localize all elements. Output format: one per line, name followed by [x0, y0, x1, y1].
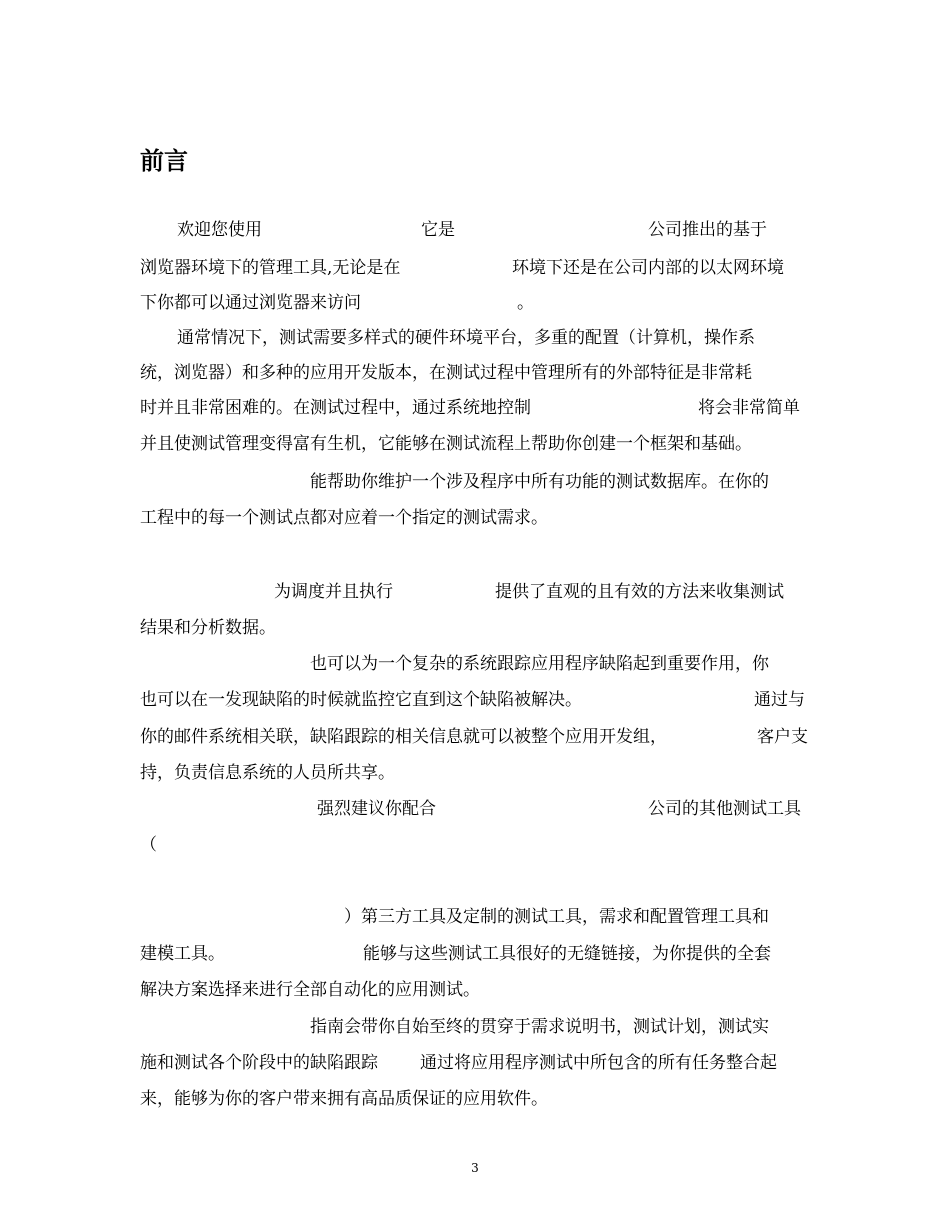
- text-fragment: 提供了直观的且有效的方法来收集测试: [495, 582, 784, 602]
- text-fragment: 它是: [421, 220, 455, 240]
- text-line: [0, 396, 950, 420]
- text-fragment: 浏览器环境下的管理工具,无论是在: [140, 258, 401, 278]
- text-line: [0, 291, 950, 315]
- text-fragment: 也可以为一个复杂的系统跟踪应用程序缺陷起到重要作用，你: [310, 654, 769, 674]
- text-fragment: 下你都可以通过浏览器来访问: [140, 293, 361, 313]
- text-line: [0, 326, 950, 350]
- text-line: [0, 905, 950, 929]
- text-fragment: 来，能够为你的客户带来拥有高品质保证的应用软件。: [140, 1089, 548, 1109]
- text-fragment: 欢迎您使用: [177, 220, 262, 240]
- text-fragment: 公司推出的基于: [648, 220, 767, 240]
- page-heading: 前言: [140, 147, 188, 175]
- text-fragment: 通常情况下，测试需要多样式的硬件环境平台，多重的配置（计算机，操作系: [177, 328, 755, 348]
- text-line: [0, 797, 950, 821]
- text-line: [0, 652, 950, 676]
- text-line: [0, 833, 950, 857]
- text-fragment: 能够与这些测试工具很好的无缝链接，为你提供的全套: [363, 944, 771, 964]
- text-fragment: （: [140, 835, 157, 855]
- text-fragment: 你的邮件系统相关联，缺陷跟踪的相关信息就可以被整个应用开发组，: [140, 727, 667, 747]
- text-fragment: 统，浏览器）和多种的应用开发版本，在测试过程中管理所有的外部特征是非常耗: [140, 363, 752, 383]
- text-line: [0, 432, 950, 456]
- text-fragment: 结果和分析数据。: [140, 618, 276, 638]
- text-fragment: 环境下还是在公司内部的以太网环境: [512, 258, 784, 278]
- text-line: [0, 616, 950, 640]
- page-number: 3: [471, 1161, 479, 1175]
- text-line: [0, 506, 950, 530]
- text-fragment: 持，负责信息系统的人员所共享。: [140, 763, 395, 783]
- text-fragment: 。: [517, 293, 534, 313]
- text-fragment: 通过与: [754, 690, 805, 710]
- text-line: [0, 361, 950, 385]
- text-line: [0, 761, 950, 785]
- text-fragment: 解决方案选择来进行全部自动化的应用测试。: [140, 980, 480, 1000]
- text-fragment: 时并且非常困难的。在测试过程中，通过系统地控制: [140, 398, 531, 418]
- text-line: [0, 688, 950, 712]
- text-line: [0, 942, 950, 966]
- text-line: [0, 580, 950, 604]
- text-line: [0, 256, 950, 280]
- text-line: [0, 1015, 950, 1039]
- text-fragment: 也可以在一发现缺陷的时候就监控它直到这个缺陷被解决。: [140, 690, 582, 710]
- text-fragment: 工程中的每一个测试点都对应着一个指定的测试需求。: [140, 508, 548, 528]
- text-fragment: 强烈建议你配合: [317, 799, 436, 819]
- text-fragment: 指南会带你自始至终的贯穿于需求说明书，测试计划，测试实: [310, 1017, 769, 1037]
- text-fragment: 客户支: [757, 727, 808, 747]
- text-fragment: 施和测试各个阶段中的缺陷跟踪: [140, 1053, 378, 1073]
- text-line: [0, 978, 950, 1002]
- text-fragment: 公司的其他测试工具: [648, 799, 801, 819]
- text-line: [0, 725, 950, 749]
- text-line: [0, 218, 950, 242]
- text-fragment: 并且使测试管理变得富有生机，它能够在测试流程上帮助你创建一个框架和基础。: [140, 434, 752, 454]
- text-line: [0, 1087, 950, 1111]
- text-fragment: 将会非常简单: [698, 398, 800, 418]
- text-fragment: 为调度并且执行: [274, 582, 393, 602]
- text-fragment: ）第三方工具及定制的测试工具，需求和配置管理工具和: [344, 907, 769, 927]
- text-fragment: 建模工具。: [140, 944, 225, 964]
- text-fragment: 能帮助你维护一个涉及程序中所有功能的测试数据库。在你的: [310, 472, 769, 492]
- text-fragment: 通过将应用程序测试中所包含的所有任务整合起: [420, 1053, 777, 1073]
- text-line: [0, 1051, 950, 1075]
- text-line: [0, 470, 950, 494]
